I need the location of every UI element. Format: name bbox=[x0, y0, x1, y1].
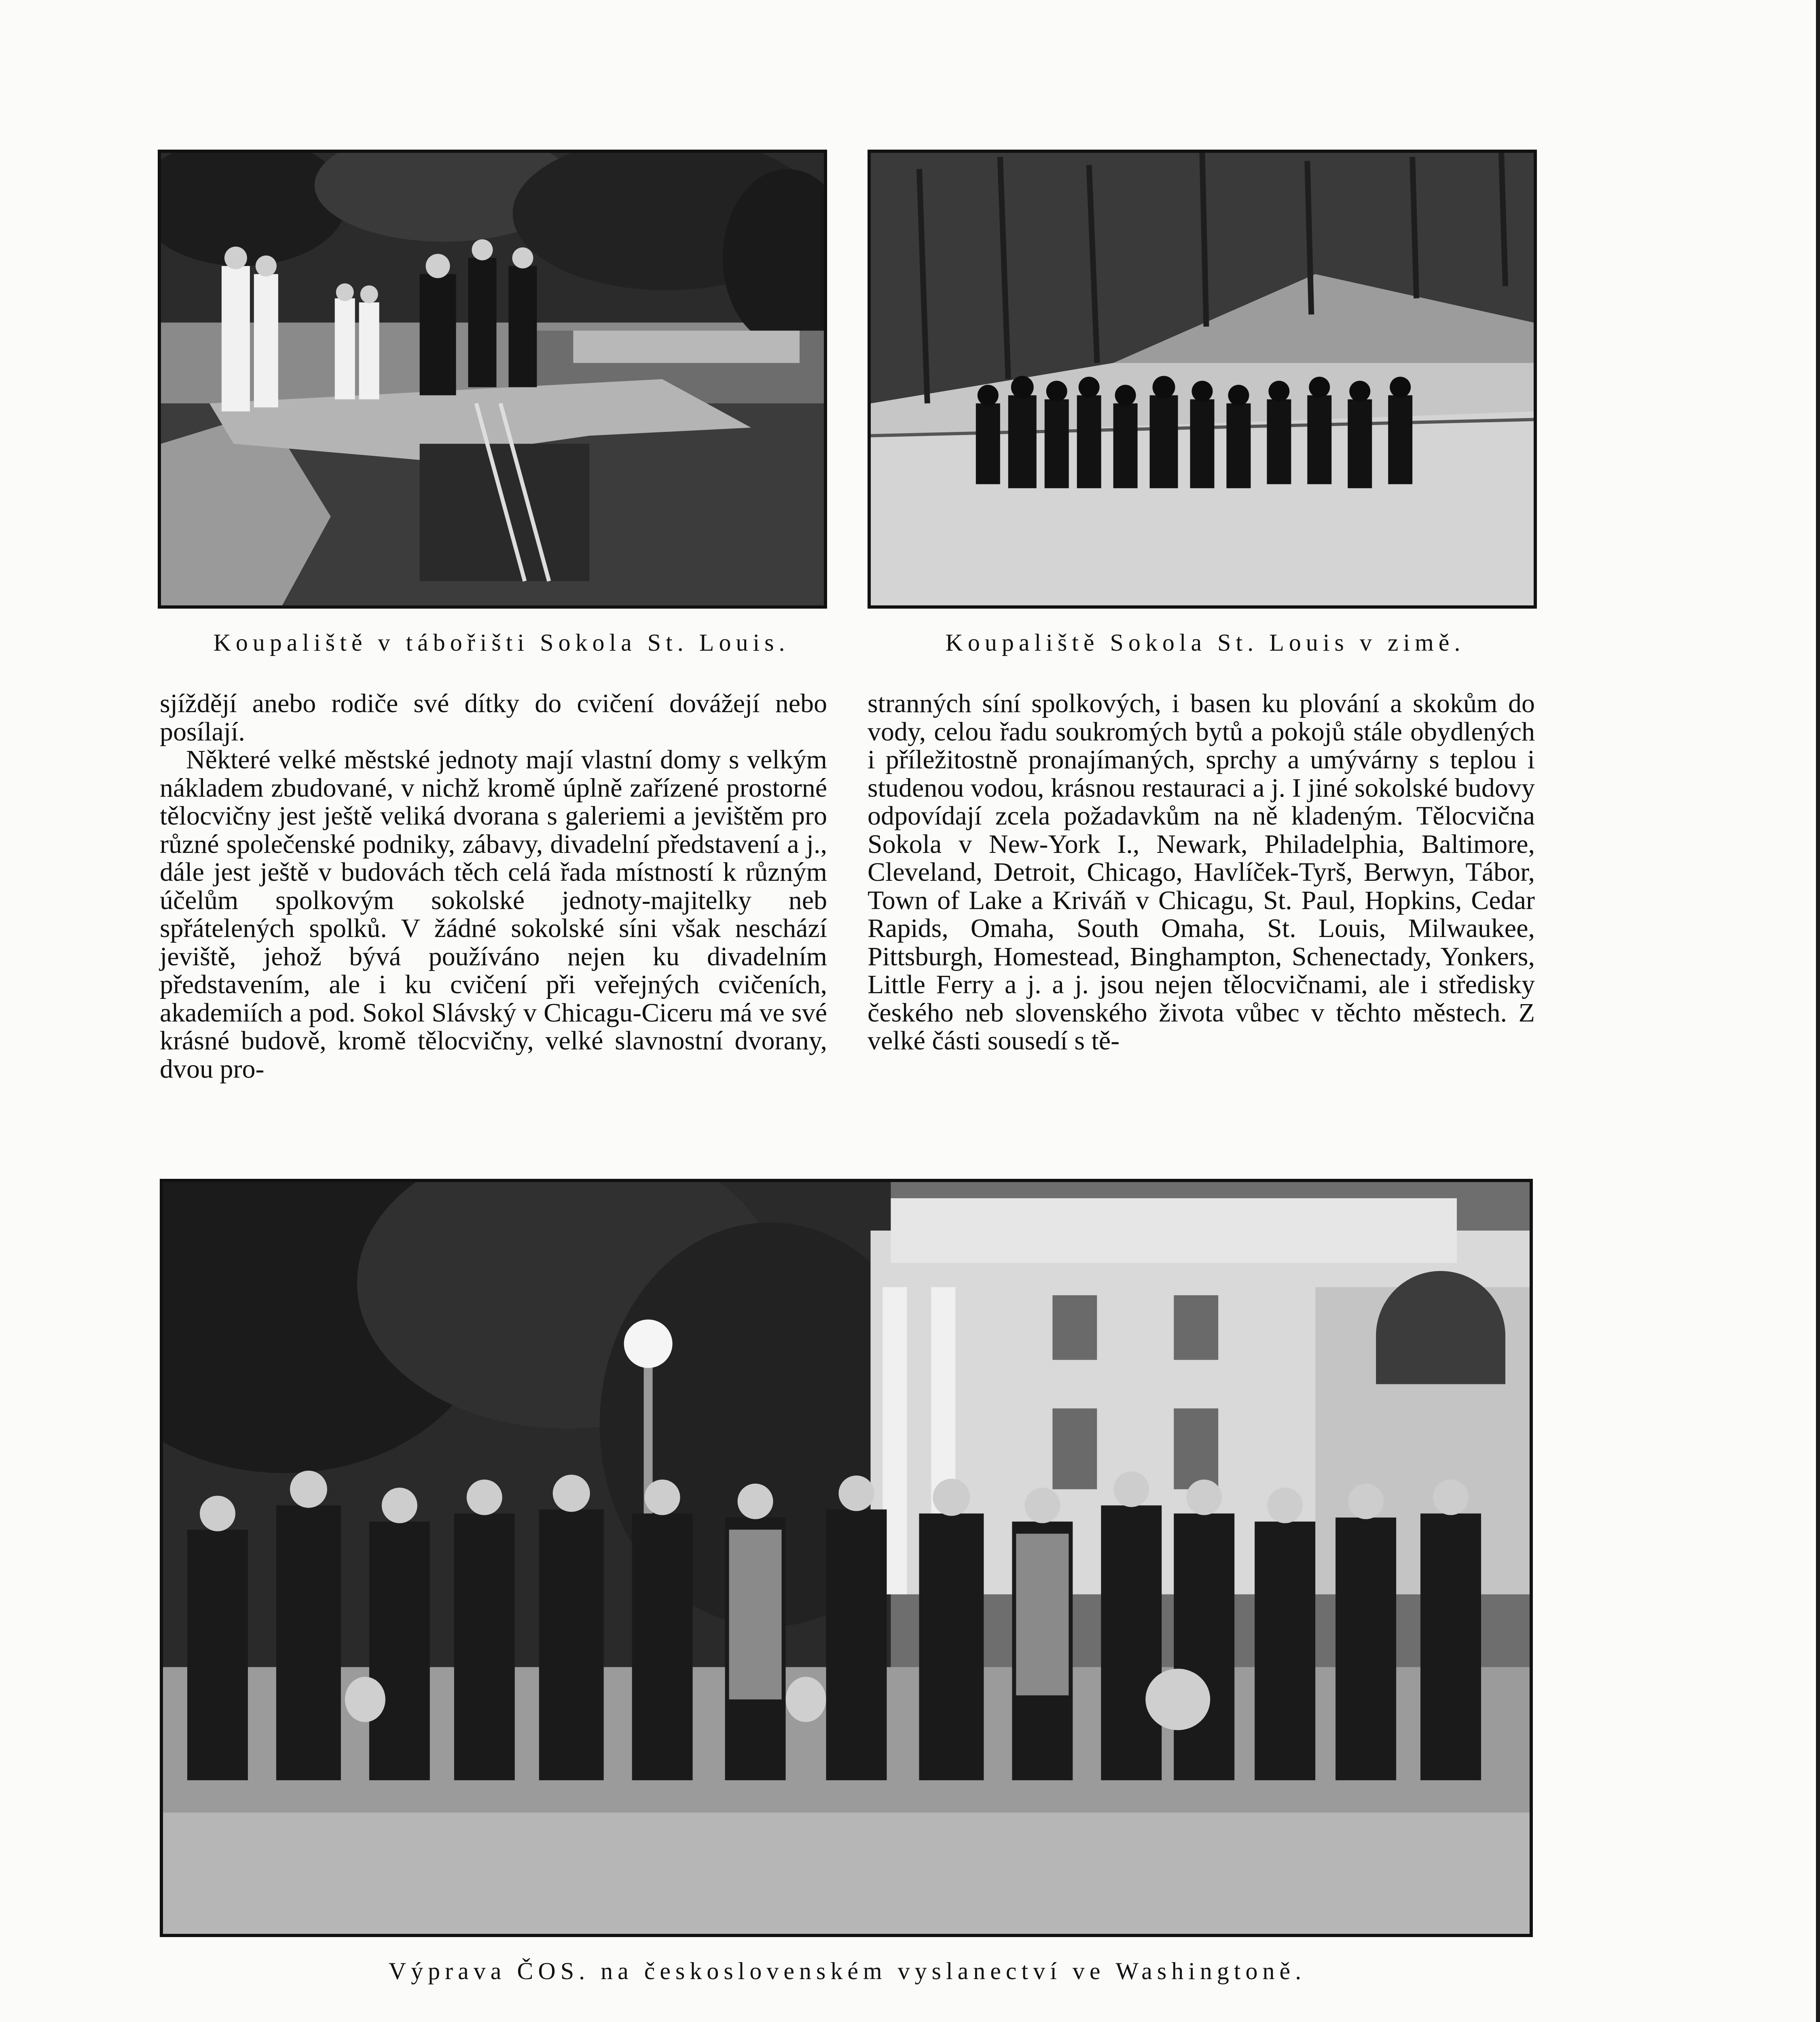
paragraph-left-2: Některé velké městské jednoty mají vlastní domy s velkým nákladem zbudované, v nichž kromě úplně zařízené prostorné tělocvičny jest ještě veliká dvorana s galeriemi a jevištěm pro různé společenské podniky, zábavy, divadelní představení a j., dále jest ještě v budovách těch celá řada místností k různým účelům spolkovým sokolské jednoty-majitelky neb spřátelených spolků. V žádné sokolské síni však neschází jeviště, jehož bývá používáno nejen ku divadelním představením, ale i ku cvičení při veřejných cvičeních, akademiích a pod. Sokol Slávský v Chicagu-Ciceru má ve své krásné budově, kromě tělocvičny, velké slavnostní dvorany, dvou pro- bbox=[160, 745, 827, 1084]
photo-embassy-delegation bbox=[160, 1179, 1533, 1937]
caption-winter-pool: Koupaliště Sokola St. Louis v zimě. bbox=[945, 629, 1465, 656]
photo-summer-pool bbox=[158, 150, 827, 609]
text-column-right bbox=[868, 690, 1535, 1055]
photo-winter-pool bbox=[868, 150, 1537, 609]
paragraph-right-1: stranných síní spolkových, i basen ku plování a skokům do vody, celou řadu soukromých bytů a pokojů stále obydlených i příležitostně pronajímaných, sprchy a umývárny s teplou i studenou vodou, krásnou restauraci a j. I jiné sokolské budovy odpovídají zcela požadavkům na ně kladeným. Tělocvična Sokola v New-York I., Newark, Philadelphia, Baltimore, Cleveland, Detroit, Chicago, Havlíček-Tyrš, Berwyn, Tábor, Town of Lake a Kriváň v Chicagu, St. Paul, Hopkins, Cedar Rapids, Omaha, South Omaha, St. Louis, Milwaukee, Pittsburgh, Homestead, Binghampton, Schenectady, Yonkers, Little Ferry a j. a j. jsou nejen tělocvičnami, ale i středisky českého neb slovenského života vůbec v těchto městech. Z velké části sousedí s tě- bbox=[868, 689, 1535, 1055]
caption-summer-pool: Koupaliště v tábořišti Sokola St. Louis. bbox=[213, 629, 790, 656]
paragraph-left-1: sjíždějí anebo rodiče své dítky do cvičení dovážejí nebo posílají. bbox=[160, 689, 827, 747]
text-column-left bbox=[160, 690, 827, 1083]
caption-embassy-delegation: Výprava ČOS. na československém vyslanectví ve Washingtoně. bbox=[388, 1958, 1306, 1984]
